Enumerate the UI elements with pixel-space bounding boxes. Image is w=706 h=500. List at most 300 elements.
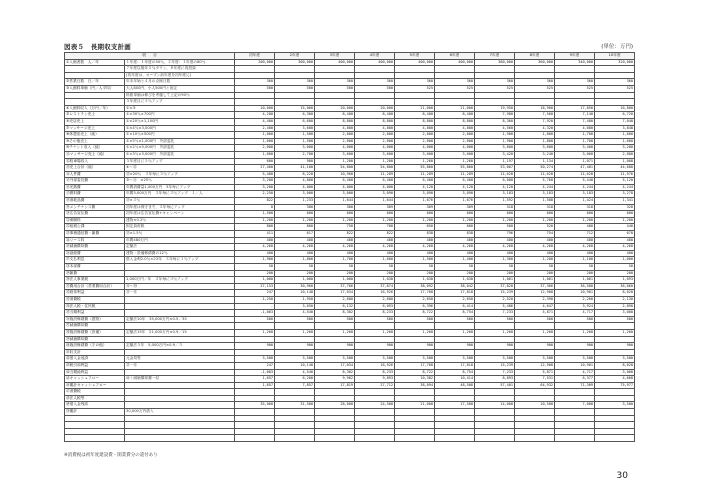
row-value: 2,650	[395, 296, 435, 303]
row-value: 50	[435, 264, 475, 271]
row-label: ㉝消費税	[65, 296, 125, 303]
row-value: 1,000	[315, 277, 355, 284]
row-value	[315, 415, 355, 422]
row-value: 300	[275, 204, 315, 211]
row-value: 1,200	[355, 217, 395, 224]
row-value: 1,260	[395, 158, 435, 165]
row-label	[65, 415, 125, 422]
row-value: 440	[595, 224, 635, 231]
row-value: 5,871	[515, 369, 555, 376]
row-value: 328	[595, 204, 635, 211]
table-row	[65, 158, 635, 165]
row-value: 53,067	[475, 165, 515, 172]
row-value	[235, 323, 275, 330]
row-value: 500	[315, 316, 355, 323]
row-value: 1,233	[275, 198, 315, 205]
table-row	[65, 138, 635, 145]
row-value: 838	[435, 231, 475, 238]
row-value: 1,260	[315, 329, 355, 336]
table-row	[65, 112, 635, 119]
row-description: ①×10％×500円	[125, 132, 235, 139]
header-year: 4年度	[355, 53, 395, 60]
row-value: 480	[515, 237, 555, 244]
row-value: 3,600	[395, 151, 435, 158]
row-value: 525	[515, 85, 555, 92]
row-value: 17,034	[315, 290, 355, 297]
row-value: 360	[595, 79, 635, 86]
row-value: 822	[235, 198, 275, 205]
row-label: ⑩テナント収入（純）	[65, 145, 125, 152]
row-value	[315, 435, 355, 442]
row-value	[595, 99, 635, 106]
row-value: 3,200	[595, 145, 635, 152]
row-value: 7,560	[515, 112, 555, 119]
row-value: 17,819	[315, 382, 355, 389]
header-year: 7年度	[475, 53, 515, 60]
row-value: 15,239	[475, 290, 515, 297]
row-value: 11,976	[595, 171, 635, 178]
row-description: ①×3％×3,000円 外部委託	[125, 151, 235, 158]
row-description: 元金均等	[125, 356, 235, 363]
row-description	[125, 415, 235, 422]
row-value: 309	[435, 204, 475, 211]
row-value	[435, 336, 475, 343]
row-value	[275, 99, 315, 106]
row-value: 8,233	[355, 369, 395, 376]
row-value	[275, 422, 315, 429]
row-value	[435, 389, 475, 396]
row-value: 1,700	[555, 138, 595, 145]
row-value: 2,000	[395, 138, 435, 145]
row-value: 6,720	[595, 112, 635, 119]
row-value	[315, 66, 355, 73]
row-value: 1,657	[235, 376, 275, 383]
table-header-row	[65, 53, 635, 60]
header-year: 3年度	[315, 53, 355, 60]
row-value: 1,260	[435, 329, 475, 336]
row-value: 340,000	[555, 59, 595, 66]
row-value: 309	[355, 204, 395, 211]
table-row	[65, 257, 635, 264]
row-value: 1,900	[475, 138, 515, 145]
row-value	[475, 395, 515, 402]
row-value: 6,400	[355, 178, 395, 185]
row-value: 3,840	[595, 125, 635, 132]
row-value: 500	[555, 316, 595, 323]
row-value: 8,400	[355, 112, 395, 119]
row-value: 900	[515, 343, 555, 350]
row-value: 1,250	[235, 296, 275, 303]
row-value	[355, 389, 395, 396]
table-row	[65, 132, 635, 139]
row-value	[355, 92, 395, 99]
table-row	[65, 395, 635, 402]
row-value: 21,000	[395, 402, 435, 409]
row-value	[395, 92, 435, 99]
row-value	[475, 72, 515, 79]
row-value: 1,644	[315, 198, 355, 205]
row-value	[235, 395, 275, 402]
row-value: -	[235, 303, 275, 310]
row-value: 7,000	[555, 402, 595, 409]
row-value: 400,000	[395, 59, 435, 66]
row-value: 1,341	[595, 198, 635, 205]
row-value: 500	[515, 316, 555, 323]
row-value: 3,500	[595, 402, 635, 409]
table-row	[65, 422, 635, 429]
row-label: ㊺キャッシュフロー	[65, 376, 125, 383]
row-value: 44,688	[595, 165, 635, 172]
row-label: ①入館者数 人／年	[65, 59, 125, 66]
row-value: 4,260	[275, 244, 315, 251]
row-label: ⑱消耗品費	[65, 198, 125, 205]
row-value: 8,302	[315, 310, 355, 317]
row-label: ㉓事務通信費・雑費	[65, 231, 125, 238]
row-value: 10,414	[435, 376, 475, 383]
row-value: 525	[555, 85, 595, 92]
row-value	[555, 389, 595, 396]
row-value	[395, 389, 435, 396]
row-value: 1,700	[315, 257, 355, 264]
row-value: 200	[355, 270, 395, 277]
row-value: 360	[475, 79, 515, 86]
row-value: 525	[475, 85, 515, 92]
row-value: 480	[275, 237, 315, 244]
row-value: 24,500	[355, 402, 395, 409]
row-value: 4,717	[555, 369, 595, 376]
row-value: 2,600	[355, 296, 395, 303]
row-value	[315, 92, 355, 99]
row-value	[475, 336, 515, 343]
row-value: 360	[435, 79, 475, 86]
row-value: 3,008	[595, 310, 635, 317]
row-value: 400,000	[355, 59, 395, 66]
row-value	[395, 349, 435, 356]
row-value: 3,600	[315, 151, 355, 158]
row-description: 年間480万円	[125, 237, 235, 244]
row-value	[435, 428, 475, 435]
row-value: 1,592	[475, 198, 515, 205]
row-value: 2,390	[515, 296, 555, 303]
row-value: 3,200	[235, 178, 275, 185]
row-label: ⑳広告宣伝費	[65, 211, 125, 218]
row-value: 500	[475, 316, 515, 323]
row-value: 1,200	[395, 217, 435, 224]
row-value: 11,628	[475, 171, 515, 178]
row-value	[475, 409, 515, 416]
row-value	[555, 415, 595, 422]
row-value: 200	[275, 270, 315, 277]
row-label: ⑲メンテナンス費	[65, 204, 125, 211]
row-label: ④入館料収入（万円／年）	[65, 105, 125, 112]
row-value: 3,008	[595, 369, 635, 376]
row-value: 2,250	[235, 191, 275, 198]
row-value: 1,000	[235, 132, 275, 139]
row-value: 200,000	[235, 59, 275, 66]
row-value: 1,600	[355, 257, 395, 264]
row-value	[275, 415, 315, 422]
row-label: ㊻累計キャッシュフロー	[65, 382, 125, 389]
row-value: 1,508	[515, 198, 555, 205]
row-value	[275, 409, 315, 416]
row-description: ⑭～㉚	[125, 283, 235, 290]
row-label: ㊵施設修繕費（その他）	[65, 343, 125, 350]
row-value: 318	[475, 204, 515, 211]
row-value: 16,926	[355, 290, 395, 297]
row-value: 600	[515, 211, 555, 218]
row-value	[315, 323, 355, 330]
row-value: 500	[235, 85, 275, 92]
row-description: ⑬×20％ ３年毎に３％アップ	[125, 171, 235, 178]
row-description: 初年度は保守まで、３年毎にアップ	[125, 204, 235, 211]
row-value: 1,700	[555, 132, 595, 139]
row-value: 20,000	[355, 105, 395, 112]
row-description: ④～⑫	[125, 165, 235, 172]
row-value: 1,200	[315, 217, 355, 224]
row-value: 3,183	[555, 191, 595, 198]
row-value: 8,800	[395, 118, 435, 125]
row-value: 4,260	[595, 244, 635, 251]
row-value	[595, 428, 635, 435]
row-value: 750	[315, 224, 355, 231]
row-value: 12,908	[515, 362, 555, 369]
row-value: 796	[475, 231, 515, 238]
row-value: 480	[435, 237, 475, 244]
row-value: 2,260	[555, 296, 595, 303]
row-value: 11,289	[435, 171, 475, 178]
table-row	[65, 92, 635, 99]
row-value: 7,140	[555, 112, 595, 119]
row-value	[515, 92, 555, 99]
row-value: 1,260	[275, 329, 315, 336]
row-value: 15,239	[475, 362, 515, 369]
row-description	[125, 428, 235, 435]
row-label: ㉜経常利益	[65, 290, 125, 297]
row-label: ㉒租税公課	[65, 224, 125, 231]
row-value	[475, 349, 515, 356]
row-value: 1,260	[355, 329, 395, 336]
row-value: 900	[435, 343, 475, 350]
row-value	[595, 389, 635, 396]
row-description: ①×4％×3,000円	[125, 125, 235, 132]
row-value: 3,000	[315, 191, 355, 198]
row-value: 600	[315, 211, 355, 218]
row-value: 1,093	[595, 277, 635, 284]
row-value: 525	[595, 85, 635, 92]
row-label: ㉙雑費	[65, 270, 125, 277]
row-value: 4,244	[595, 184, 635, 191]
row-value: 525	[435, 85, 475, 92]
row-value: 2,000	[315, 138, 355, 145]
row-value: 6,093	[355, 303, 395, 310]
row-value	[515, 428, 555, 435]
row-value: 1,000	[235, 277, 275, 284]
row-value: 50	[355, 264, 395, 271]
row-value: 4,800	[435, 125, 475, 132]
row-value: 4,800	[315, 125, 355, 132]
row-value: 1,644	[355, 198, 395, 205]
row-value: 55,860	[435, 165, 475, 172]
row-value: 54,800	[355, 165, 395, 172]
row-value: 4,717	[555, 310, 595, 317]
row-value: 500	[275, 316, 315, 323]
row-value: 1,030	[435, 277, 475, 284]
row-value	[315, 336, 355, 343]
row-description: ７年度以後年５％ダウン、８年度に再投資	[125, 66, 235, 73]
row-label: ⑫駐車場収入	[65, 158, 125, 165]
row-value	[275, 323, 315, 330]
row-value: 200	[395, 270, 435, 277]
row-value	[355, 66, 395, 73]
row-value: 8,220	[275, 171, 315, 178]
row-value: 600	[355, 211, 395, 218]
table-row	[65, 329, 635, 336]
row-value: 247	[235, 362, 275, 369]
row-value	[595, 395, 635, 402]
row-value: 1,260	[235, 329, 275, 336]
row-value: 7,040	[595, 118, 635, 125]
row-value: 10,901	[555, 362, 595, 369]
row-value	[515, 422, 555, 429]
row-value: 4,200	[235, 112, 275, 119]
row-value	[515, 66, 555, 73]
row-value	[235, 435, 275, 442]
row-value: 900	[475, 343, 515, 350]
row-description: 料飲単価は伸びを考慮して上記の90％	[125, 92, 235, 99]
row-value	[435, 409, 475, 416]
row-value: 2,000	[435, 138, 475, 145]
row-value	[395, 415, 435, 422]
row-value: 900	[355, 343, 395, 350]
row-value: 38,092	[395, 283, 435, 290]
row-value: 600	[395, 211, 435, 218]
row-value: 1,200	[435, 217, 475, 224]
row-value: 4,800	[395, 125, 435, 132]
row-value	[315, 422, 355, 429]
row-value	[595, 422, 635, 429]
row-value	[475, 99, 515, 106]
row-value: 200	[475, 270, 515, 277]
row-value: 4,540	[275, 310, 315, 317]
row-label: ⑰燃料費	[65, 191, 125, 198]
header-year: 5年度	[395, 53, 435, 60]
row-value: 1,100	[555, 257, 595, 264]
row-value: 400,000	[315, 59, 355, 66]
row-value	[595, 336, 635, 343]
row-value	[435, 323, 475, 330]
row-value	[595, 66, 635, 73]
row-value: 1,000	[275, 277, 315, 284]
row-value: 2,000	[435, 132, 475, 139]
row-value: 28,000	[315, 402, 355, 409]
row-value: 2,000	[355, 138, 395, 145]
header-year: 2年度	[275, 53, 315, 60]
row-value: 37,766	[315, 283, 355, 290]
row-description: ①×2％×5,000円 外部委託	[125, 145, 235, 152]
row-value	[235, 409, 275, 416]
row-value	[515, 409, 555, 416]
row-label: ㊾借入金残高	[65, 402, 125, 409]
table-row	[65, 316, 635, 323]
row-value: 4,000	[355, 184, 395, 191]
row-value: 50	[315, 264, 355, 271]
row-value: 1,800	[275, 257, 315, 264]
row-label	[65, 422, 125, 429]
row-value	[355, 415, 395, 422]
row-value: 4,800	[355, 125, 395, 132]
row-value: 400,000	[435, 59, 475, 66]
table-row	[65, 231, 635, 238]
row-value	[555, 323, 595, 330]
row-label: ㉔リース料	[65, 237, 125, 244]
row-label: ⑮外部委託費	[65, 178, 125, 185]
row-value: 1,200	[235, 217, 275, 224]
row-value: 3,500	[435, 356, 475, 363]
row-value: 4,260	[395, 244, 435, 251]
row-description: 建物×0.2％	[125, 217, 235, 224]
table-row	[65, 211, 635, 218]
row-value: 6,400	[395, 178, 435, 185]
row-value: 3,500	[315, 356, 355, 363]
row-value	[395, 66, 435, 73]
row-value	[355, 428, 395, 435]
row-value	[235, 99, 275, 106]
row-value: 1,200	[355, 158, 395, 165]
row-value: 822	[355, 231, 395, 238]
row-value: 1,800	[515, 138, 555, 145]
row-value	[315, 428, 355, 435]
table-row	[65, 296, 635, 303]
row-value	[515, 389, 555, 396]
table-row	[65, 99, 635, 106]
row-label: ㊲減価償却費	[65, 323, 125, 330]
row-value	[555, 428, 595, 435]
row-value: 2,600	[315, 296, 355, 303]
row-value: 1,030	[355, 277, 395, 284]
row-value: 8,754	[435, 369, 475, 376]
row-value: 3,090	[435, 191, 475, 198]
row-value: 3,183	[475, 191, 515, 198]
row-description: 定額法５年 5,000万円×0.9／５	[125, 343, 235, 350]
row-value: 1,260	[555, 329, 595, 336]
row-value: 3,600	[435, 151, 475, 158]
row-value	[395, 422, 435, 429]
row-value	[275, 92, 315, 99]
footnote: ※消費税は初年度建設費・開業費分の還付あり	[64, 453, 158, 458]
row-label: ㊱施設修繕費（建物）	[65, 316, 125, 323]
row-value: 1,134	[515, 158, 555, 165]
row-value: 55,860	[395, 165, 435, 172]
row-value: 3,800	[475, 145, 515, 152]
row-description: 1,000万円／年 ３年毎に３％アップ	[125, 277, 235, 284]
row-value: 360	[315, 79, 355, 86]
row-value: 200	[235, 270, 275, 277]
row-description: １年度：１年度の50％、２年度：１年度の80％	[125, 59, 235, 66]
row-value: 500	[435, 316, 475, 323]
row-value: 3,060	[555, 151, 595, 158]
row-description	[125, 382, 235, 389]
row-value: 650	[395, 224, 435, 231]
row-value: 3,500	[395, 356, 435, 363]
row-value: 27,712	[355, 382, 395, 389]
row-value: 520	[515, 224, 555, 231]
table-row	[65, 277, 635, 284]
row-value: 3,500	[595, 356, 635, 363]
row-value: 27,153	[235, 283, 275, 290]
row-value: 480	[235, 237, 275, 244]
row-value	[515, 415, 555, 422]
row-value: 8,400	[435, 112, 475, 119]
